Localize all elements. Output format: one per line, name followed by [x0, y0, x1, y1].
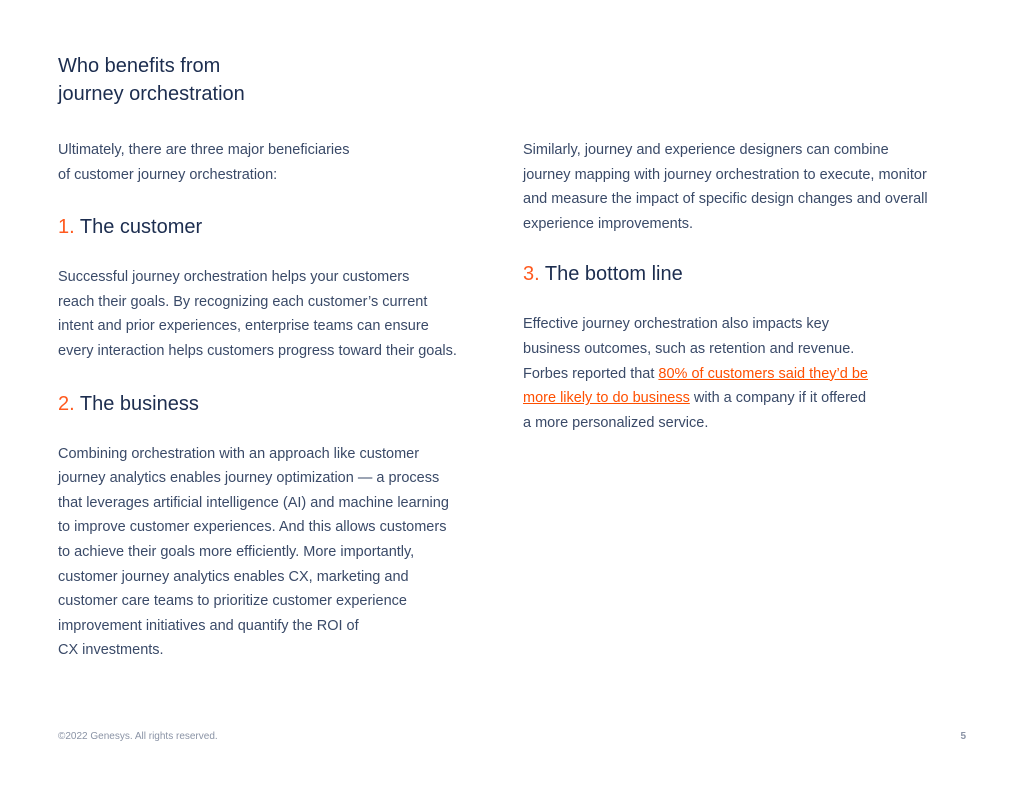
paragraph-line: experience improvements. — [523, 215, 694, 232]
link-suffix: with a company if it offered — [689, 390, 867, 407]
forbes-stat-link-continued[interactable]: more likely to do business — [523, 390, 690, 407]
paragraph-line: customer care teams to prioritize customer experience — [58, 593, 407, 610]
paragraph-line: to achieve their goals more efficiently. More importantly, — [58, 543, 415, 560]
page-number: 5 — [960, 731, 966, 742]
paragraph-line: to improve customer experiences. And this allows customers — [58, 519, 447, 536]
paragraph-line: reach their goals. By recognizing each customer’s current — [58, 293, 428, 310]
paragraph-line: journey mapping with journey orchestration to execute, monitor — [523, 166, 927, 183]
section-number: 1. — [58, 216, 75, 239]
forbes-prefix: Forbes reported that — [523, 365, 659, 382]
paragraph-line: improvement initiatives and quantify the ROI of — [58, 617, 359, 634]
paragraph-line — [523, 386, 973, 411]
paragraph-line: Similarly, journey and experience designers can combine — [523, 142, 889, 158]
paragraph-line: business outcomes, such as retention and revenue. — [523, 340, 855, 357]
customer-paragraph — [58, 265, 498, 363]
left-column — [58, 138, 498, 663]
paragraph-line: Combining orchestration with an approach like customer — [58, 445, 420, 462]
paragraph-line: Successful journey orchestration helps your customers — [58, 269, 410, 286]
section-title: The customer — [79, 216, 203, 239]
paragraph-line: customer journey analytics enables CX, marketing and — [58, 568, 409, 585]
paragraph-line: intent and prior experiences, enterprise teams can ensure — [58, 318, 429, 335]
paragraph-line: Effective journey orchestration also impacts key — [523, 316, 829, 333]
paragraph-line — [523, 362, 973, 387]
right-column — [523, 138, 973, 435]
bottom-line-paragraph — [523, 312, 973, 435]
section-heading-business — [58, 390, 498, 418]
intro-line: Ultimately, there are three major beneficiaries — [58, 142, 350, 158]
section-number: 3. — [523, 263, 540, 286]
page-title — [58, 52, 478, 108]
page-title-line-1: Who benefits from — [58, 55, 221, 77]
business-paragraph — [58, 442, 498, 663]
paragraph-line: and measure the impact of specific design changes and overall — [523, 191, 928, 208]
section-number: 2. — [58, 392, 75, 415]
forbes-stat-link[interactable]: 80% of customers said they’d be — [658, 365, 868, 382]
paragraph-line: every interaction helps customers progress toward their goals. — [58, 342, 457, 359]
section-heading-bottom-line — [523, 260, 973, 288]
paragraph-line: a more personalized service. — [523, 414, 709, 431]
page-title-line-2: journey orchestration — [58, 83, 245, 105]
paragraph-line: journey analytics enables journey optimization — a process — [58, 470, 440, 487]
footer-copyright: ©2022 Genesys. All rights reserved. — [58, 731, 218, 742]
paragraph-line: CX investments. — [58, 642, 164, 659]
intro-paragraph — [58, 138, 498, 187]
section-title: The bottom line — [544, 263, 683, 286]
section-heading-customer — [58, 213, 498, 241]
section-title: The business — [79, 392, 199, 415]
paragraph-line: that leverages artificial intelligence (AI) and machine learning — [58, 494, 449, 511]
designers-paragraph — [523, 138, 973, 236]
intro-line: of customer journey orchestration: — [58, 166, 278, 183]
